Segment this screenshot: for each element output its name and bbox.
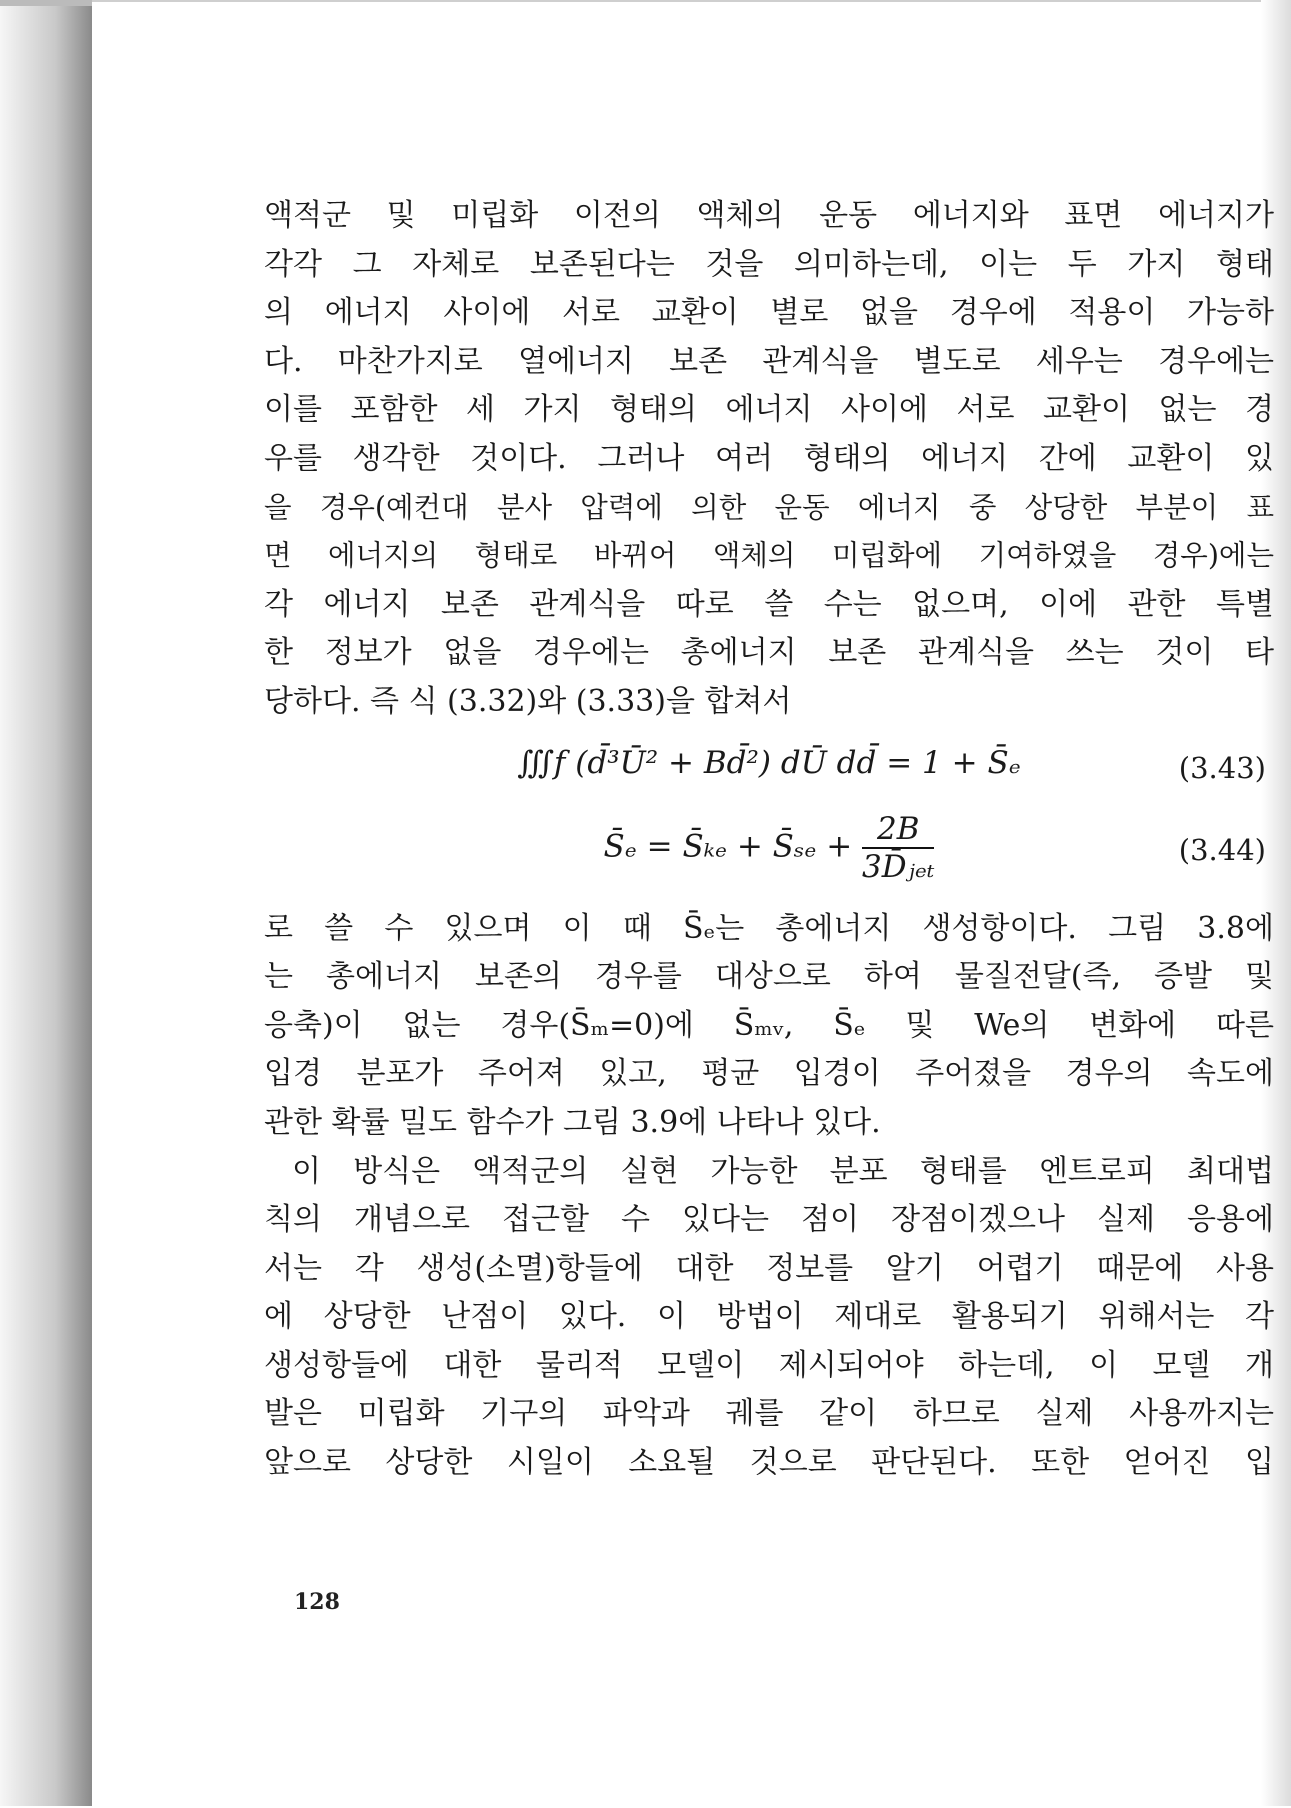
text-line: 의 에너지 사이에 서로 교환이 별로 없을 경우에 적용이 가능하 xyxy=(264,295,1274,331)
fraction xyxy=(862,811,934,885)
text-line: 에 상당한 난점이 있다. 이 방법이 제대로 활용되기 위해서는 각 xyxy=(264,1299,1274,1335)
text-line: 다. 마찬가지로 열에너지 보존 관계식을 별도로 세우는 경우에는 xyxy=(264,343,1274,379)
text-line: 발은 미립화 기구의 파악과 궤를 같이 하므로 실제 사용까지는 xyxy=(264,1396,1274,1432)
text-line: 로 쓸 수 있으며 이 때 S̄ₑ는 총에너지 생성항이다. 그림 3.8에 xyxy=(264,910,1274,946)
book-page xyxy=(92,0,1274,1808)
equation-lhs: S̄ₑ = S̄ₖₑ + S̄ₛₑ + xyxy=(603,828,863,865)
text-line: 을 경우(예컨대 분사 압력에 의한 운동 에너지 중 상당한 부분이 표 xyxy=(264,490,1274,524)
equation-number: (3.44) xyxy=(1178,832,1266,867)
book-left-edge xyxy=(0,0,92,1806)
paragraph-3 xyxy=(264,1148,1274,1488)
text-line: 생성항들에 대한 물리적 모델이 제시되어야 하는데, 이 모델 개 xyxy=(264,1347,1274,1383)
text-line: 는 총에너지 보존의 경우를 대상으로 하여 물질전달(즉, 증발 및 xyxy=(264,959,1274,995)
page-number: 128 xyxy=(294,1589,340,1615)
equation-formula xyxy=(264,811,1274,885)
equation-formula: ∭f (d̄³Ū² + Bd̄²) dŪ dd̄ = 1 + S̄ₑ xyxy=(517,744,1021,781)
text-line: 관한 확률 밀도 함수가 그림 3.9에 나타나 있다. xyxy=(264,1104,881,1140)
paragraph-1 xyxy=(264,192,1274,727)
text-line: 각각 그 자체로 보존된다는 것을 의미하는데, 이는 두 가지 형태 xyxy=(264,246,1274,282)
text-line: 당하다. 즉 식 (3.32)와 (3.33)을 합쳐서 xyxy=(264,683,792,719)
text-line: 입경 분포가 주어져 있고, 평균 입경이 주어졌을 경우의 속도에 xyxy=(264,1056,1274,1092)
equation-3-43 xyxy=(264,735,1274,803)
fraction-denominator: 3D̄ⱼₑₜ xyxy=(862,848,935,885)
text-line: 각 에너지 보존 관계식을 따로 쓸 수는 없으며, 이에 관한 특별 xyxy=(264,586,1274,622)
fraction-numerator: 2B xyxy=(862,811,934,849)
text-line: 칙의 개념으로 접근할 수 있다는 점이 장점이겠으나 실제 응용에 xyxy=(264,1202,1274,1238)
text-line: 서는 각 생성(소멸)항들에 대한 정보를 알기 어렵기 때문에 사용 xyxy=(264,1250,1274,1286)
text-line: 응축)이 없는 경우(S̄ₘ=0)에 S̄ₘᵥ, S̄ₑ 및 We의 변화에 따른 xyxy=(264,1007,1274,1043)
text-line: 액적군 및 미립화 이전의 액체의 운동 에너지와 표면 에너지가 xyxy=(264,198,1274,233)
paragraph-2 xyxy=(264,905,1274,1148)
equation-3-44 xyxy=(264,811,1274,891)
text-line: 면 에너지의 형태로 바뀌어 액체의 미립화에 기여하였을 경우)에는 xyxy=(264,539,1274,573)
equation-number: (3.43) xyxy=(1178,750,1266,785)
text-line: 이를 포함한 세 가지 형태의 에너지 사이에 서로 교환이 없는 경 xyxy=(264,392,1274,428)
text-line: 앞으로 상당한 시일이 소요될 것으로 판단된다. 또한 얻어진 입 xyxy=(264,1445,1274,1481)
text-line: 이 방식은 액적군의 실현 가능한 분포 형태를 엔트로피 최대법 xyxy=(292,1153,1274,1189)
body-text xyxy=(264,192,1274,1488)
text-line: 한 정보가 없을 경우에는 총에너지 보존 관계식을 쓰는 것이 타 xyxy=(264,635,1274,671)
text-line: 우를 생각한 것이다. 그러나 여러 형태의 에너지 간에 교환이 있 xyxy=(264,440,1274,476)
